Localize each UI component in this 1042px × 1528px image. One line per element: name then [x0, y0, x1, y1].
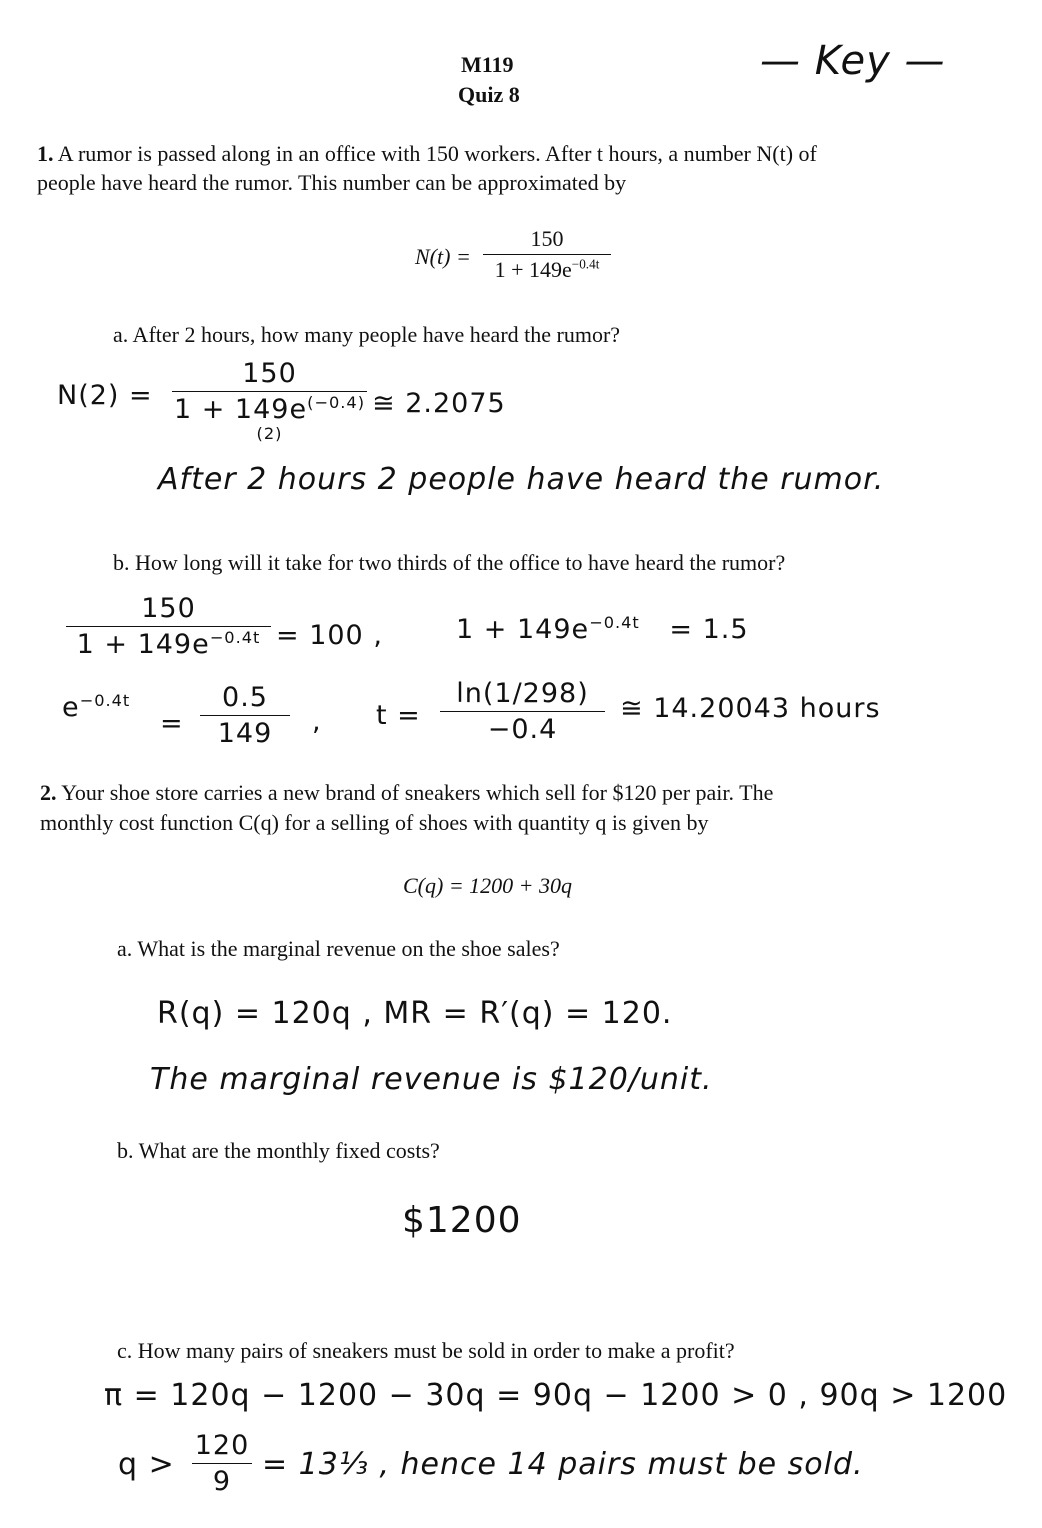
- q1b-eq2: [456, 614, 749, 645]
- key-annotation: — Key —: [760, 38, 946, 84]
- q1b-eq3-denominator: 149: [217, 718, 273, 749]
- q1a-question: a. After 2 hours, how many people have heard the rumor?: [113, 322, 621, 347]
- q1a-work-fraction: [172, 358, 367, 456]
- q2-text: Your shoe store carries a new brand of sneakers which sell for $120 per pair. The: [61, 780, 774, 805]
- q2b-answer: $1200: [402, 1200, 522, 1241]
- q1b-eq2-rhs: = 1.5: [669, 614, 749, 645]
- q2c-work1: π = 120q − 1200 − 30q = 90q − 1200 > 0 , 90q > 1200: [104, 1378, 1008, 1413]
- q1a-work-result: ≅ 2.2075: [372, 388, 506, 419]
- q1-formula-fraction: [483, 226, 611, 283]
- q1b-eq4-numerator: ln(1/298): [456, 678, 589, 709]
- q1b-eq4-denominator: −0.4: [487, 714, 558, 745]
- q1b-eq1-denominator: 1 + 149e: [76, 629, 210, 660]
- course-code: M119: [461, 52, 514, 77]
- q1a-work-numerator: 150: [242, 358, 297, 389]
- q1b-eq1-exponent: −0.4t: [209, 628, 261, 647]
- q2-text-line1: [40, 780, 773, 806]
- q1b-eq3-equals: =: [160, 708, 184, 739]
- q1b-eq3-base: e: [62, 692, 80, 723]
- q1b-eq3-numerator: 0.5: [222, 682, 268, 713]
- q2c-work2-lhs: q >: [118, 1447, 175, 1482]
- q1b-eq4-lhs: t =: [376, 700, 421, 731]
- q1-formula-exponent: −0.4t: [571, 256, 600, 272]
- q1a-work-exponent: (−0.4)(2): [256, 393, 366, 443]
- q1a-work-lhs: N(2) =: [57, 380, 153, 411]
- q2c-work2-numerator: 120: [194, 1430, 250, 1461]
- q1b-eq1-fraction: [66, 593, 271, 660]
- q1b-eq2-exponent: −0.4t: [589, 613, 640, 632]
- q1b-eq3-lhs: [62, 692, 130, 723]
- q1-text-line1: [37, 141, 817, 167]
- q2c-work2-rest: = 13⅓ , hence 14 pairs must be sold.: [262, 1447, 864, 1482]
- q1b-eq4-result: ≅ 14.20043 hours: [620, 693, 881, 724]
- q1b-eq2-lhs: 1 + 149e: [456, 614, 590, 645]
- q1b-eq1-rhs: = 100 ,: [276, 620, 383, 651]
- q2b-question: b. What are the monthly fixed costs?: [117, 1138, 440, 1163]
- q2c-work2-denominator: 9: [212, 1466, 232, 1497]
- q1-formula-denominator: 1 + 149e: [494, 257, 572, 282]
- quiz-title: Quiz 8: [458, 82, 520, 107]
- q1a-answer: After 2 hours 2 people have heard the rumor.: [158, 462, 885, 497]
- q1b-eq3-exponent: −0.4t: [79, 691, 131, 710]
- q2-text-line2: monthly cost function C(q) for a selling of shoes with quantity q is given by: [40, 810, 709, 835]
- q1b-eq3-comma: ,: [312, 706, 322, 737]
- q2a-question: a. What is the marginal revenue on the shoe sales?: [117, 936, 560, 961]
- q2-number: 2.: [40, 780, 57, 805]
- q1-text-line2: people have heard the rumor. This number can be approximated by: [37, 170, 627, 195]
- q2c-question: c. How many pairs of sneakers must be sold in order to make a profit?: [117, 1338, 735, 1363]
- q2c-work2-fraction: [192, 1430, 252, 1497]
- q1-formula-numerator: 150: [530, 226, 564, 251]
- q2-formula: C(q) = 1200 + 30q: [403, 873, 573, 898]
- q1b-eq3-fraction: [200, 682, 290, 749]
- q1-number: 1.: [37, 141, 54, 166]
- q2a-answer: The marginal revenue is $120/unit.: [150, 1062, 713, 1097]
- q1-formula-lhs: N(t) =: [415, 244, 471, 269]
- q1-text: A rumor is passed along in an office with 150 workers. After t hours, a number N(t) of: [57, 141, 817, 166]
- q2a-work: R(q) = 120q , MR = R′(q) = 120.: [157, 996, 673, 1031]
- q1b-eq4-fraction: [440, 678, 605, 745]
- q1b-eq1-numerator: 150: [141, 593, 196, 624]
- q1b-question: b. How long will it take for two thirds of the office to have heard the rumor?: [113, 550, 786, 575]
- q1a-work-denominator: 1 + 149e: [173, 394, 308, 425]
